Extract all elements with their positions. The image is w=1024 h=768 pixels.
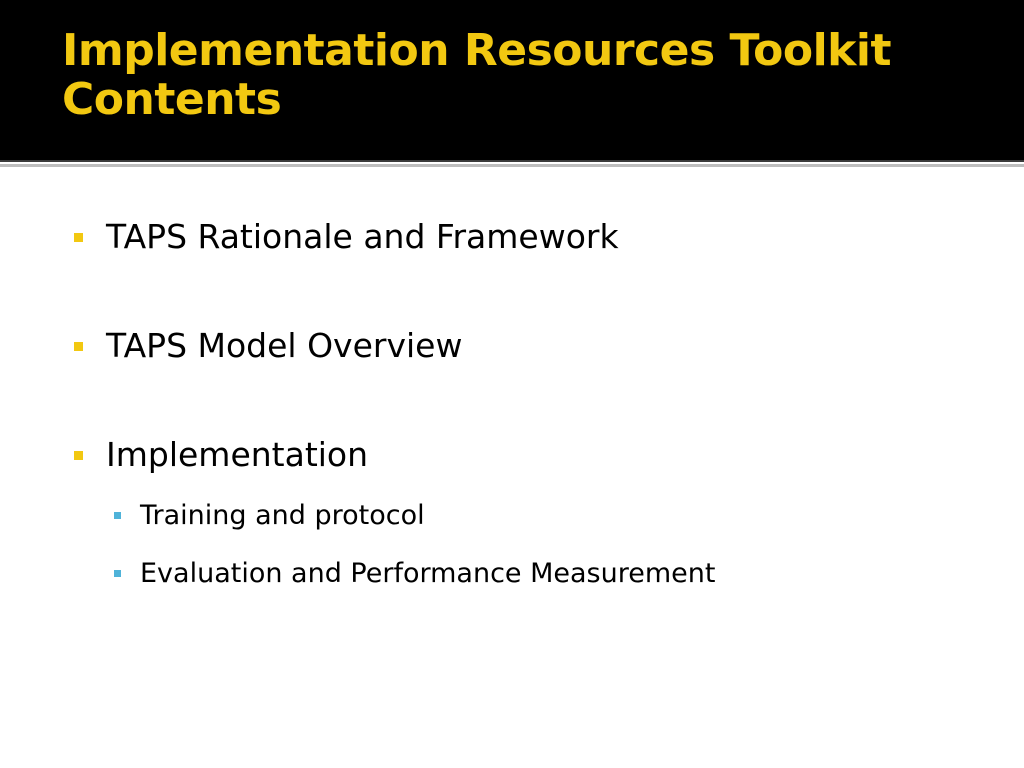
sub-bullet-text: Evaluation and Performance Measurement: [140, 558, 716, 589]
square-bullet-icon: [74, 233, 83, 242]
square-bullet-icon: [74, 342, 83, 351]
bullet-item: [74, 326, 462, 366]
bullet-text: TAPS Model Overview: [106, 326, 463, 365]
bullet-text: TAPS Rationale and Framework: [106, 217, 619, 256]
square-sub-bullet-icon: [114, 512, 121, 519]
square-bullet-icon: [74, 451, 83, 460]
square-sub-bullet-icon: [114, 570, 121, 577]
sub-bullet-text: Training and protocol: [140, 500, 425, 531]
slide-title: Implementation Resources Toolkit Contents: [62, 25, 892, 125]
bullet-item: [74, 217, 619, 257]
bullet-text: Implementation: [106, 435, 369, 474]
bullet-item: [74, 435, 368, 475]
sub-bullet-item: [114, 557, 715, 591]
sub-bullet-item: [114, 499, 425, 533]
